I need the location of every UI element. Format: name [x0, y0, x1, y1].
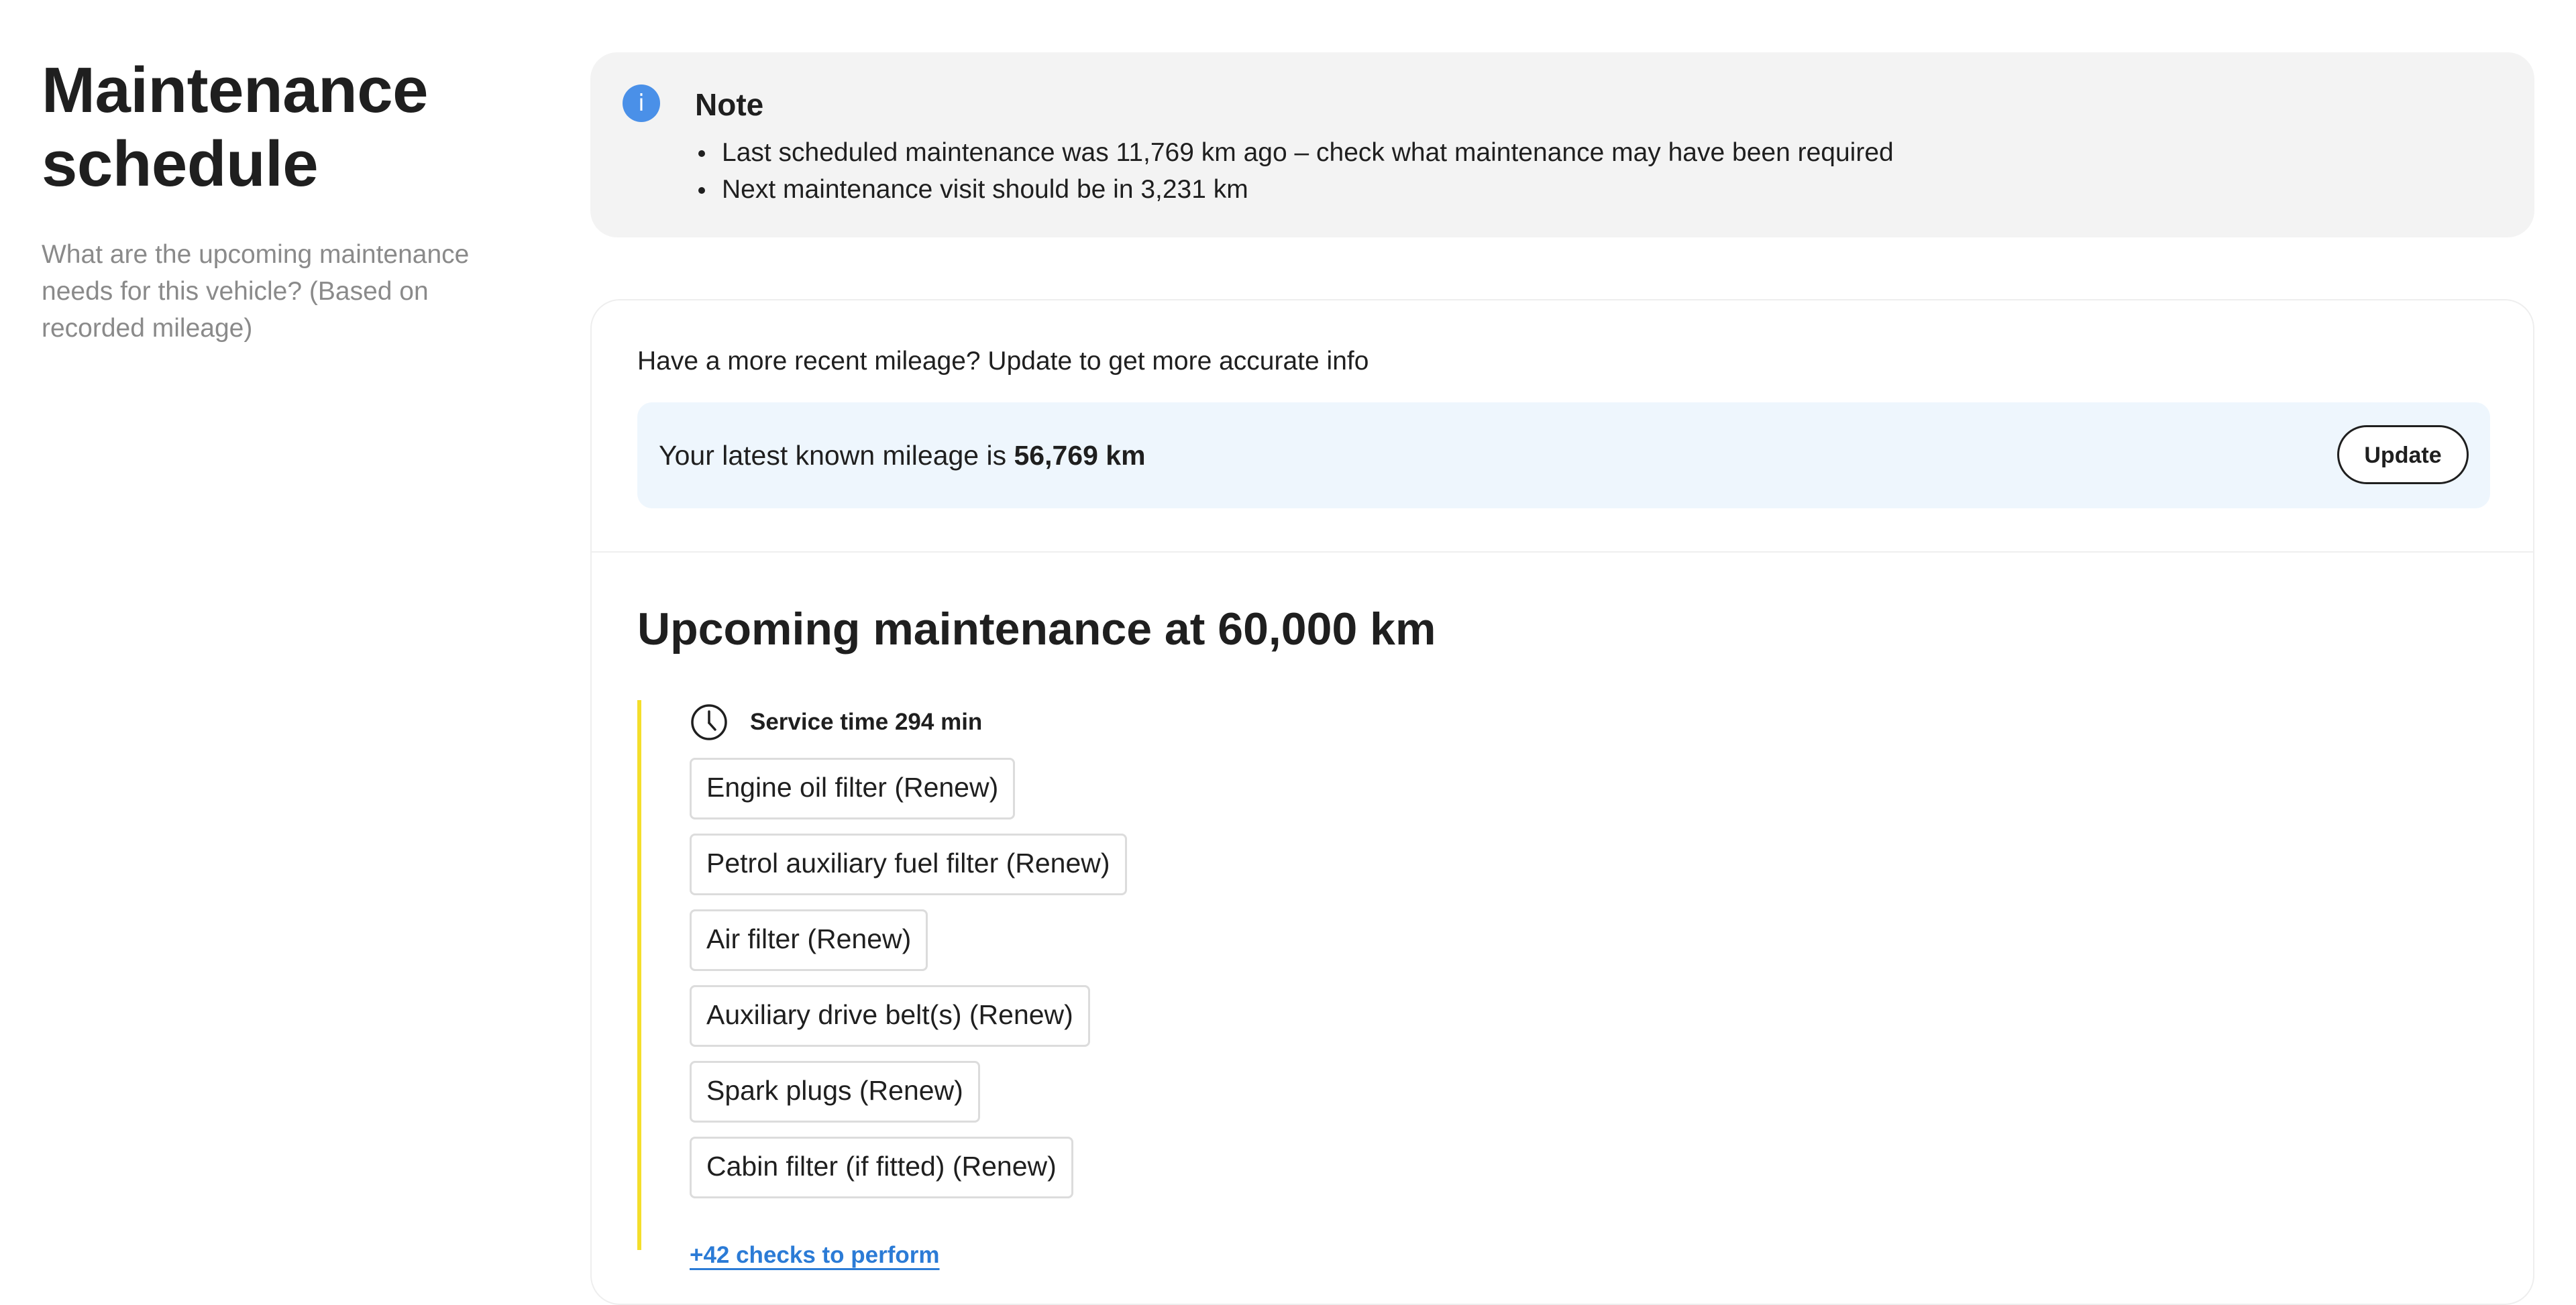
update-mileage-button[interactable]: Update [2337, 425, 2469, 484]
maintenance-schedule-block [637, 700, 1446, 1268]
note-box [590, 52, 2534, 237]
page-title: Maintenance schedule [42, 54, 428, 200]
page-subtitle: What are the upcoming maintenance needs for this vehicle? (Based on recorded mileage) [42, 240, 470, 343]
note-item: Next maintenance visit should be in 3,231 km [722, 171, 1894, 208]
task-item: Cabin filter (if fitted) (Renew) [690, 1137, 1073, 1198]
task-list [690, 758, 1127, 1212]
task-item: Petrol auxiliary fuel filter (Renew) [690, 834, 1127, 895]
maintenance-card [590, 299, 2534, 1305]
sidebar [42, 54, 511, 347]
mileage-banner [637, 402, 2490, 508]
service-time [690, 700, 982, 744]
service-time-label: Service time 294 min [750, 709, 983, 735]
more-checks-link[interactable]: +42 checks to perform [690, 1242, 940, 1268]
mileage-prompt: Have a more recent mileage? Update to get more accurate info [637, 347, 1369, 376]
upcoming-maintenance-title: Upcoming maintenance at 60,000 km [637, 604, 1436, 655]
latest-mileage-value: 56,769 km [1014, 440, 1146, 471]
note-list [722, 134, 1894, 208]
info-icon: i [623, 84, 660, 122]
divider [592, 551, 2533, 553]
task-item: Auxiliary drive belt(s) (Renew) [690, 985, 1090, 1047]
note-item: Last scheduled maintenance was 11,769 km ago – check what maintenance may have been required [722, 134, 1894, 171]
note-title: Note [695, 87, 764, 122]
task-item: Engine oil filter (Renew) [690, 758, 1015, 819]
task-item: Spark plugs (Renew) [690, 1061, 980, 1123]
latest-mileage-label: Your latest known mileage is [659, 440, 1014, 471]
task-item: Air filter (Renew) [690, 909, 928, 971]
latest-mileage-text [659, 439, 1146, 472]
clock-icon [690, 703, 729, 742]
